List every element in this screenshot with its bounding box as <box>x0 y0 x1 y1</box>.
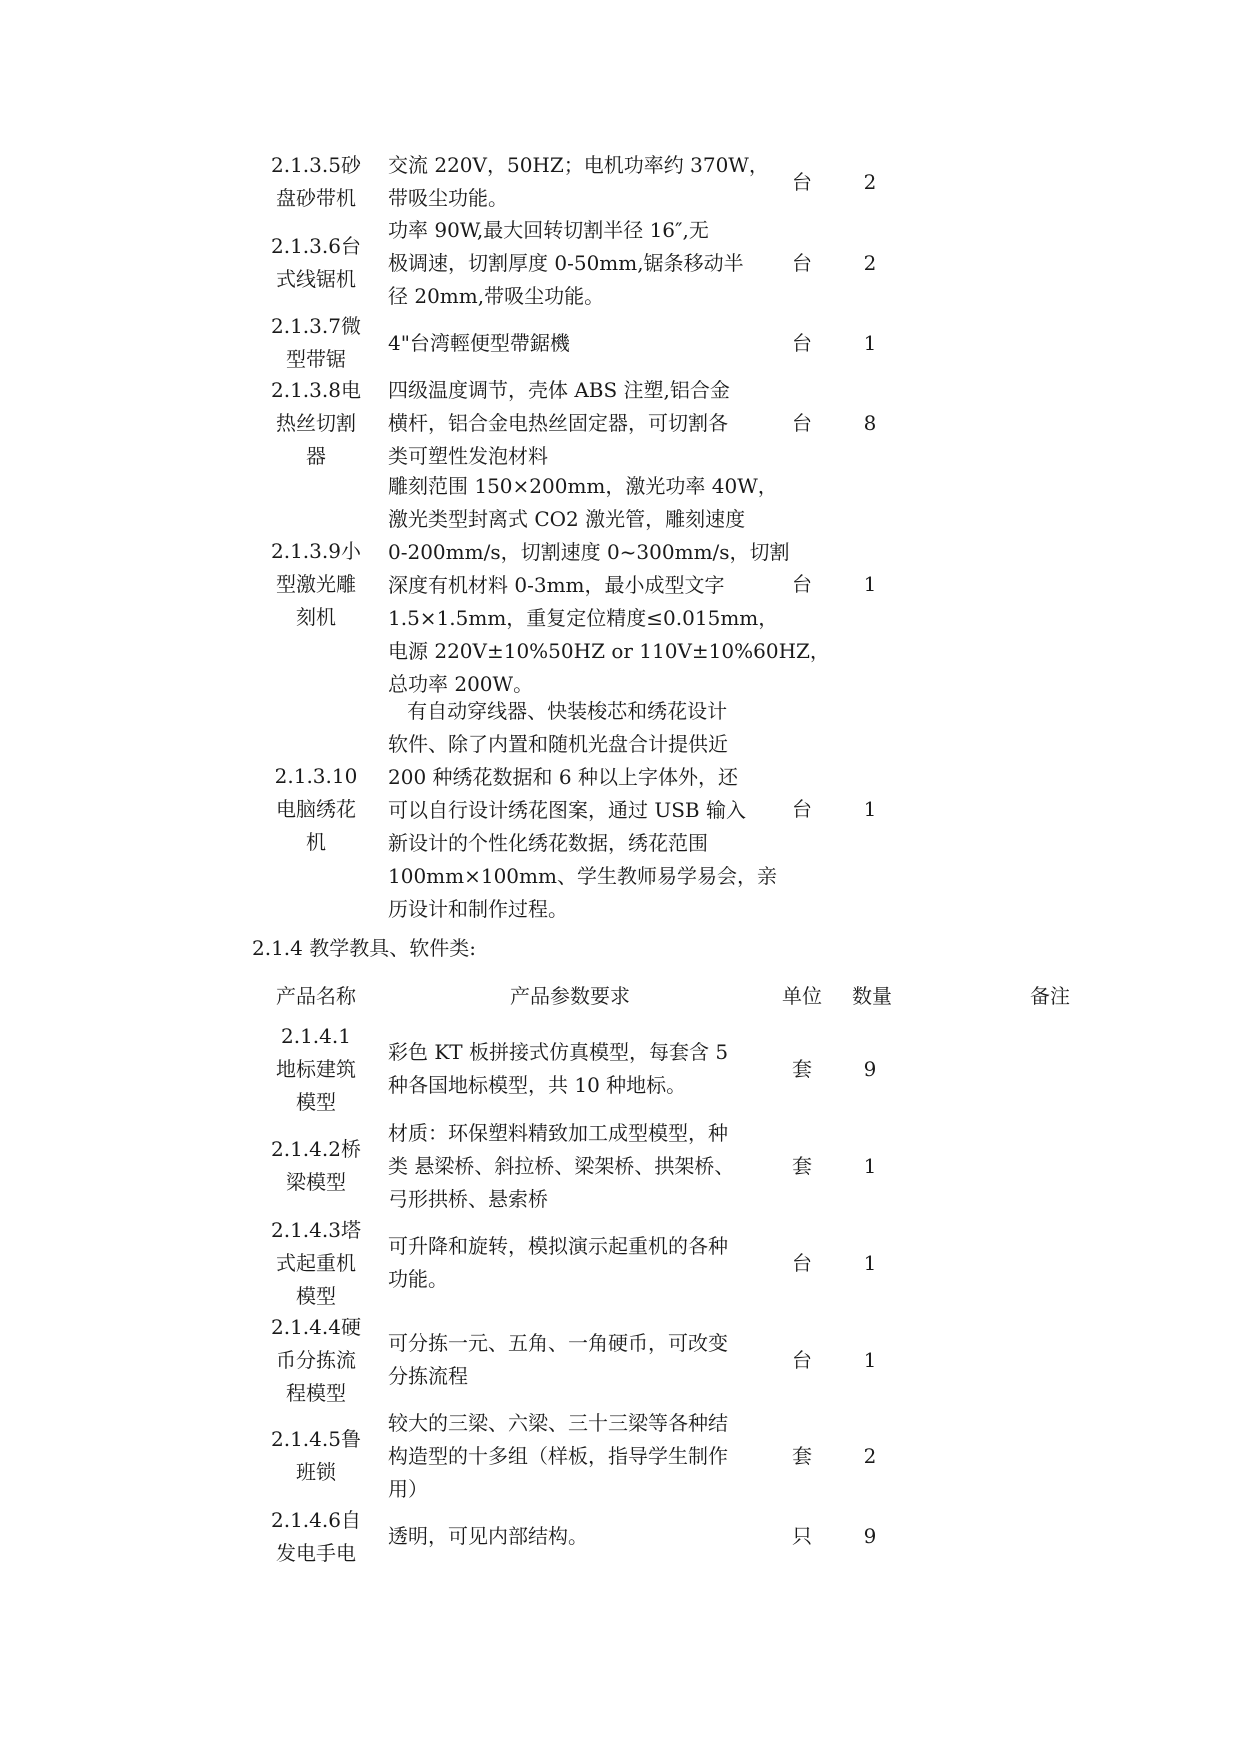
product-name-cell: 2.1.4.3塔 式起重机 模型 <box>271 1218 361 1308</box>
product-spec-cell: 较大的三梁、六梁、三十三梁等各种结 构造型的十多组（样板，指导学生制作 用） <box>388 1411 728 1501</box>
product-name-cell: 2.1.3.10 电脑绣花 机 <box>274 764 358 854</box>
product-name-cell: 2.1.3.8电 热丝切割 器 <box>271 378 361 468</box>
quantity-cell: 1 <box>863 1154 877 1178</box>
product-name-cell: 2.1.3.7微 型带锯 <box>271 314 361 371</box>
product-spec-cell: 四级温度调节，壳体 ABS 注塑,铝合金 横杆，铝合金电热丝固定器，可切割各 类可塑性发泡材料 <box>388 378 730 468</box>
product-name-cell: 2.1.4.2桥 梁模型 <box>271 1137 361 1194</box>
unit-cell: 台 <box>792 1251 812 1275</box>
quantity-cell: 9 <box>863 1524 877 1548</box>
unit-cell: 套 <box>792 1057 812 1081</box>
quantity-cell: 1 <box>863 331 877 355</box>
quantity-cell: 2 <box>863 251 877 275</box>
product-spec-cell: 4"台湾輕便型帶鋸機 <box>388 331 570 355</box>
product-spec-cell: 可分拣一元、五角、一角硬币，可改变 分拣流程 <box>388 1331 728 1388</box>
product-spec-cell: 透明，可见内部结构。 <box>388 1524 588 1548</box>
quantity-cell: 8 <box>863 411 877 435</box>
product-spec-cell: 交流 220V，50HZ；电机功率约 370W， 带吸尘功能。 <box>388 153 769 210</box>
unit-cell: 台 <box>792 170 812 194</box>
quantity-cell: 2 <box>863 170 877 194</box>
product-spec-cell: 彩色 KT 板拼接式仿真模型，每套含 5 种各国地标模型，共 10 种地标。 <box>388 1040 729 1097</box>
product-name-cell: 2.1.4.6自 发电手电 <box>271 1508 361 1565</box>
unit-cell: 台 <box>792 1348 812 1372</box>
product-name-cell: 2.1.4.5鲁 班锁 <box>271 1427 361 1484</box>
unit-cell: 台 <box>792 251 812 275</box>
quantity-cell: 9 <box>863 1057 877 1081</box>
product-name-cell: 2.1.4.4硬 币分拣流 程模型 <box>271 1315 361 1405</box>
unit-cell: 台 <box>792 572 812 596</box>
product-name-cell: 2.1.3.9小 型激光雕 刻机 <box>271 539 361 629</box>
unit-cell: 套 <box>792 1444 812 1468</box>
header-unit: 单位 <box>782 984 822 1008</box>
unit-cell: 套 <box>792 1154 812 1178</box>
quantity-cell: 1 <box>863 1251 877 1275</box>
quantity-cell: 1 <box>863 1348 877 1372</box>
product-spec-cell: 材质：环保塑料精致加工成型模型，种 类 悬梁桥、斜拉桥、梁架桥、拱架桥、 弓形拱桥、悬索桥 <box>388 1121 735 1211</box>
header-quantity: 数量 <box>852 984 892 1008</box>
product-name-cell: 2.1.4.1 地标建筑 模型 <box>276 1024 356 1114</box>
product-spec-cell: 功率 90W,最大回转切割半径 16″,无 极调速，切割厚度 0-50mm,锯条移动半 径 20mm,带吸尘功能。 <box>388 218 744 308</box>
header-product-spec: 产品参数要求 <box>510 984 630 1008</box>
section-heading: 2.1.4 教学教具、软件类: <box>252 936 476 960</box>
unit-cell: 只 <box>792 1524 812 1548</box>
quantity-cell: 1 <box>863 797 877 821</box>
product-spec-cell: 可升降和旋转，模拟演示起重机的各种 功能。 <box>388 1234 728 1291</box>
quantity-cell: 1 <box>863 572 877 596</box>
unit-cell: 台 <box>792 411 812 435</box>
header-note: 备注 <box>1030 984 1070 1008</box>
product-name-cell: 2.1.3.5砂 盘砂带机 <box>271 153 361 210</box>
unit-cell: 台 <box>792 797 812 821</box>
product-spec-cell: 雕刻范围 150×200mm，激光功率 40W， 激光类型封离式 CO2 激光管，雕刻速度 0-200mm/s，切割速度 0~300mm/s，切割 深度有机材料 0-3mm，最小成型文字 1.5×1.5mm，重复定位精度≤0.015mm， 电源 220V±10%50HZ or 110V±10%60HZ， 总功率 200W。 <box>388 474 830 696</box>
product-name-cell: 2.1.3.6台 式线锯机 <box>271 234 361 291</box>
unit-cell: 台 <box>792 331 812 355</box>
product-spec-cell: 有自动穿线器、快装梭芯和绣花设计 软件、除了内置和随机光盘合计提供近 200 种绣花数据和 6 种以上字体外，还 可以自行设计绣花图案，通过 USB 输入 新设计的个性化绣花数据，绣花范围 100mm×100mm、学生教师易学易会，亲 历设计和制作过程。 <box>388 699 777 921</box>
quantity-cell: 2 <box>863 1444 877 1468</box>
header-product-name: 产品名称 <box>276 984 356 1008</box>
